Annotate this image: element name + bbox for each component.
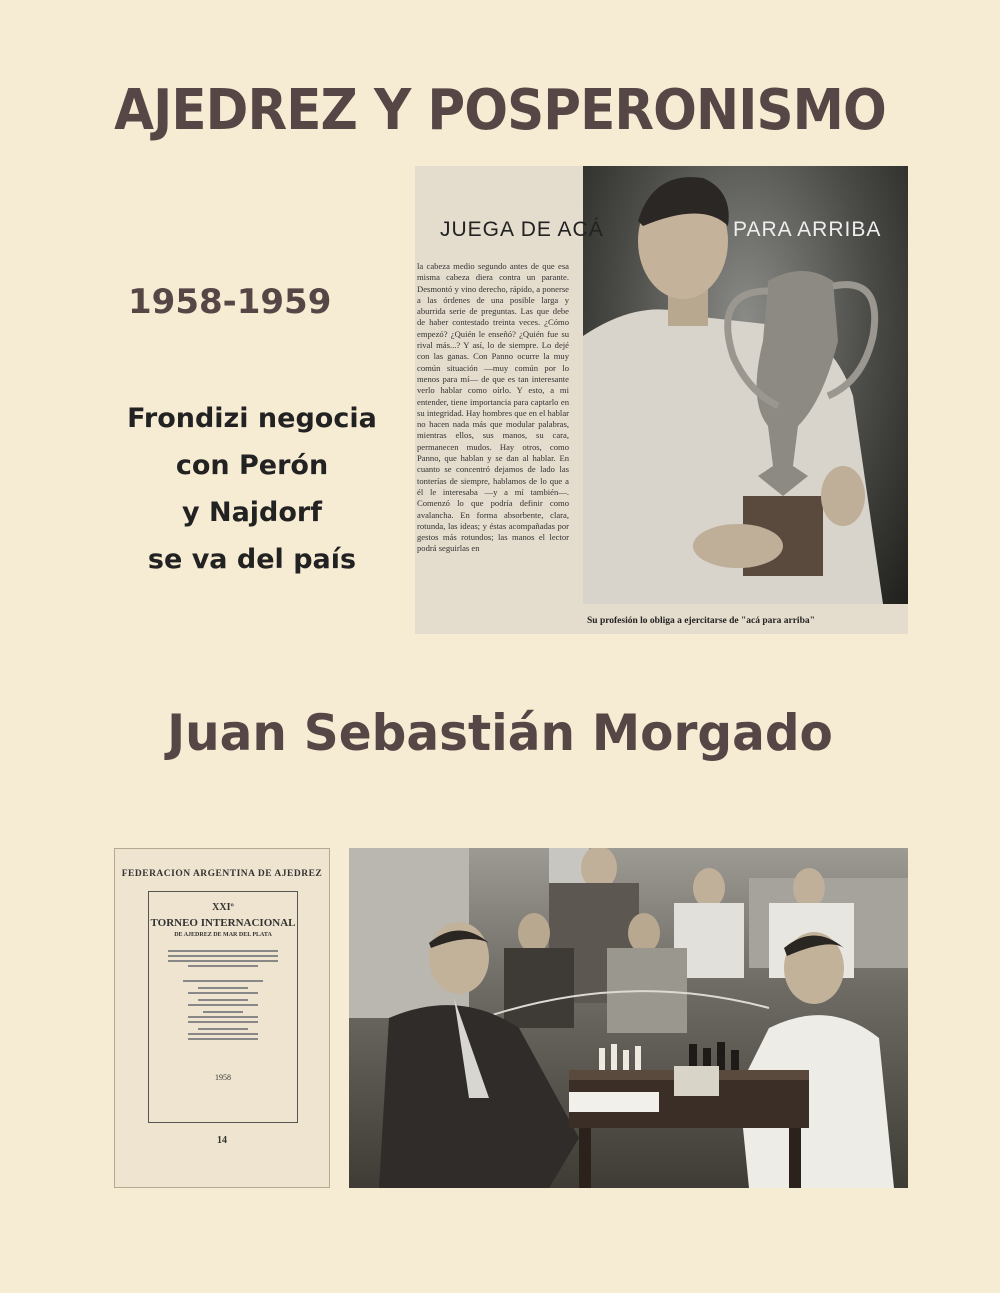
program-torneo-subtitle: DE AJEDREZ DE MAR DEL PLATA	[174, 932, 272, 938]
magazine-clipping	[415, 166, 908, 634]
program-organization: FEDERACION ARGENTINA DE AJEDREZ	[121, 869, 323, 879]
clipping-body-text: la cabeza medio segundo antes de que esa misma cabeza diera contra un parante. Desmontó y vino derecho, rápido, a ponerse a las órdenes de una posible larga y aburrida serie de preguntas. Las que debe de haber contestado treinta veces. ¿Cómo empezó? ¿Quién le enseñó? ¿Quién fue su rival más...? Y así, lo de siempre. Lo dejé con las ganas. Con Panno ocurre la muy común situación —muy común por lo menos para mí— de que es tan interesante verlo hablar como oírlo. Y esto, a mi entender, tiene importancia para captarlo en su integridad. Hay hombres que en el hablar no hacen nada más que modular palabras, mientras ellos, sus manos, su cara, permanecen mudos. Hay otros, como Panno, que hablan y se dan al hablar. En cuanto se concentró dejamos de lado las tonterías de siempre, hablamos de lo que a él le interesaba —y a mí también—. Comenzó lo que podría definir como avalancha. En forma absorbente, clara, rotunda, las ideas; y éstas acompañadas por gestos más rotundos; las manos el lector podrá seguirlas en	[417, 261, 569, 554]
clipping-headline-left: JUEGA DE ACÁ	[440, 218, 604, 241]
chess-game-photo	[349, 848, 908, 1188]
subtitle-line: Frondizi negocia	[127, 403, 377, 434]
subtitle	[92, 395, 412, 583]
subtitle-line: se va del país	[147, 544, 357, 575]
program-fine-print	[157, 948, 289, 1061]
chess-game-illustration	[349, 848, 908, 1188]
clipping-headline-right: PARA ARRIBA	[733, 218, 882, 241]
clipping-caption: Su profesión lo obliga a ejercitarse de "acá para arriba"	[587, 616, 815, 626]
subtitle-line: y Najdorf	[181, 497, 322, 528]
program-text-lines	[158, 948, 288, 1058]
tournament-program	[114, 848, 330, 1188]
author-name: Juan Sebastián Morgado	[167, 704, 833, 762]
program-torneo-title: TORNEO INTERNACIONAL	[150, 917, 296, 929]
book-title: AJEDREZ Y POSPERONISMO	[114, 78, 886, 143]
program-edition: XXIº	[212, 902, 234, 913]
subtitle-line: con Perón	[175, 450, 329, 481]
years-label: 1958-1959	[128, 282, 332, 322]
program-year: 1958	[215, 1073, 231, 1082]
program-number: 14	[217, 1135, 227, 1146]
program-frame	[148, 891, 298, 1123]
